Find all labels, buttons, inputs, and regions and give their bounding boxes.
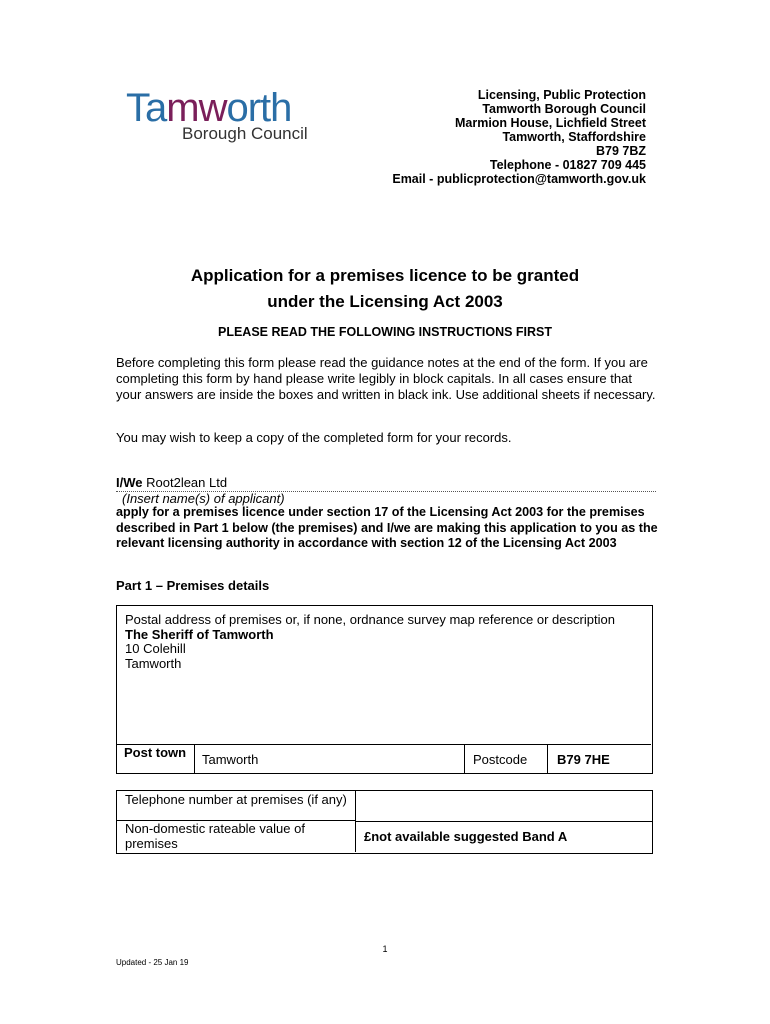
page-title-line-2: under the Licensing Act 2003 (267, 292, 503, 311)
post-town-field[interactable]: Tamworth (195, 745, 465, 774)
address-line: Telephone - 01827 709 445 (489, 158, 646, 172)
premises-line-1: 10 Colehill (125, 641, 186, 656)
address-line: B79 7BZ (595, 144, 646, 158)
post-town-row (117, 744, 651, 774)
telephone-rateable-box (116, 790, 653, 854)
rateable-value-label: Non-domestic rateable value of premises (125, 821, 305, 851)
logo-part-a: Ta (126, 86, 167, 130)
premises-address-label: Postal address of premises or, if none, ordnance survey map reference or description (125, 612, 615, 627)
updated-date: Updated - 25 Jan 19 (116, 958, 189, 967)
part1-heading: Part 1 – Premises details (116, 578, 270, 593)
logo-subtitle: Borough Council (182, 124, 308, 143)
post-town-label: Post town (117, 745, 195, 774)
postcode-label: Postcode (465, 745, 548, 774)
instructions-heading: PLEASE READ THE FOLLOWING INSTRUCTIONS FIRST (217, 325, 553, 339)
premises-name: The Sheriff of Tamworth (125, 626, 274, 642)
premises-address-box[interactable] (116, 605, 653, 774)
logo-part-c: orth (226, 86, 292, 130)
address-line: Tamworth Borough Council (482, 102, 646, 116)
tamworth-logo (126, 86, 316, 146)
logo-part-b: mw (166, 86, 227, 130)
premises-address-content (125, 613, 615, 671)
rateable-value-field[interactable]: £not available suggested Band A (364, 829, 568, 844)
address-line: Tamworth, Staffordshire (502, 130, 646, 144)
page-title-line-1: Application for a premises licence to be granted (190, 266, 580, 285)
page-number: 1 (382, 944, 388, 954)
instructions-paragraph: Before completing this form please read the guidance notes at the end of the form. If you are completing this form by hand please write legibly in block capitals. In all cases ensure that your answers are inside the boxes and written in black ink. Use additional sheets if necessary. (116, 355, 656, 402)
applicant-label: I/We (116, 475, 143, 490)
applicant-field[interactable] (116, 475, 656, 492)
telephone-field[interactable] (356, 791, 652, 822)
council-address (392, 88, 646, 186)
applicant-hint: (Insert name(s) of applicant) (122, 491, 285, 506)
premises-line-2: Tamworth (125, 655, 182, 671)
applicant-value: Root2lean Ltd (146, 475, 228, 490)
address-line: Marmion House, Lichfield Street (454, 116, 646, 130)
records-note: You may wish to keep a copy of the completed form for your records. (116, 430, 512, 445)
address-line: Email - publicprotection@tamworth.gov.uk (392, 172, 646, 186)
telephone-label: Telephone number at premises (if any) (117, 791, 355, 821)
address-line: Licensing, Public Protection (477, 88, 646, 102)
application-statement: apply for a premises licence under section 17 of the Licensing Act 2003 for the premises described in Part 1 below (the premises) and I/we are making this application to you as the relevant licensing authority in accordance with section 12 of the Licensing Act 2003 (116, 505, 658, 550)
postcode-field[interactable]: B79 7HE (557, 752, 610, 767)
